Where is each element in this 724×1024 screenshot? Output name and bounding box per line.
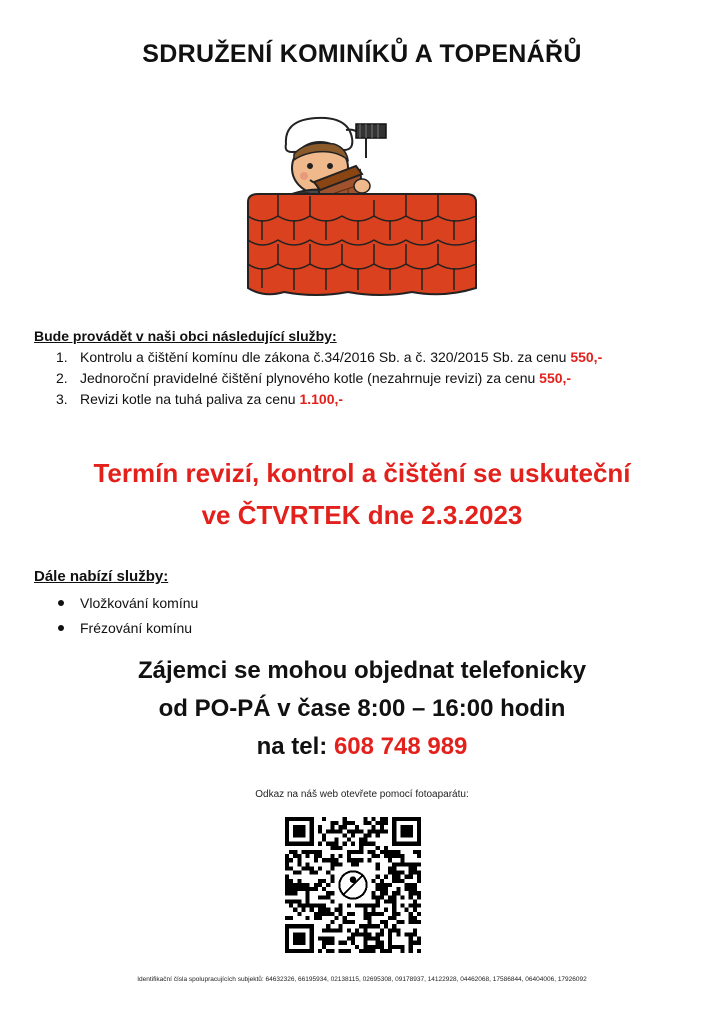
phone-prefix: na tel: <box>256 733 334 760</box>
announcement <box>0 452 724 536</box>
contact-line: Zájemci se mohou objednat telefonicky <box>137 657 587 684</box>
list-item <box>34 368 602 389</box>
price: 550,- <box>539 370 572 386</box>
phone-link[interactable]: 608 748 989 <box>333 733 468 760</box>
price: 1.100,- <box>299 391 344 407</box>
bullet-icon <box>58 625 64 631</box>
contact-info <box>0 652 724 766</box>
page-title: SDRUŽENÍ KOMINÍKŮ A TOPENÁŘŮ <box>142 40 582 68</box>
qr-code-icon[interactable] <box>285 817 421 953</box>
list-item-text: Jednoroční pravidelné čištění plynového kotle (nezahrnuje revizi) za cenu <box>80 370 540 386</box>
contact-phone-line <box>0 728 724 766</box>
list-item <box>34 347 602 368</box>
bullet-icon <box>58 600 64 606</box>
list-item-text: Revizi kotle na tuhá paliva za cenu <box>80 391 300 407</box>
qr-caption: Odkaz na náš web otevřete pomocí fotoaparátu: <box>255 789 469 800</box>
announcement-line: Termín revizí, kontrol a čištění se uskuteční <box>93 458 631 488</box>
list-item-text: Kontrolu a čištění komínu dle zákona č.34/2016 Sb. a č. 320/2015 Sb. za cenu <box>80 349 571 365</box>
contact-hours: od PO-PÁ v čase 8:00 – 16:00 hodin <box>158 695 566 722</box>
footer-ids: Identifikační čísla spolupracujících subjektů: 64632326, 66195934, 02138115, 02695308, 09178937, 14122928, 04462068, 17586844, 06404006, 17926092 <box>137 976 587 983</box>
list-item-text: Frézování komínu <box>80 620 193 636</box>
services-heading: Bude provádět v naši obci následující služby: <box>34 328 337 344</box>
list-item <box>34 591 198 616</box>
list-item-number: 3. <box>56 391 68 407</box>
announcement-date: ve ČTVRTEK dne 2.3.2023 <box>201 500 523 530</box>
more-services-heading: Dále nabízí služby: <box>34 568 169 585</box>
list-item-number: 1. <box>56 349 68 365</box>
more-services-list <box>34 591 198 641</box>
list-item-number: 2. <box>56 370 68 386</box>
list-item-text: Vložkování komínu <box>80 595 199 611</box>
list-item <box>34 616 198 641</box>
chimney-sweep-on-roof-icon <box>244 110 480 298</box>
services-list <box>34 347 602 410</box>
price: 550,- <box>570 349 603 365</box>
list-item <box>34 389 602 410</box>
